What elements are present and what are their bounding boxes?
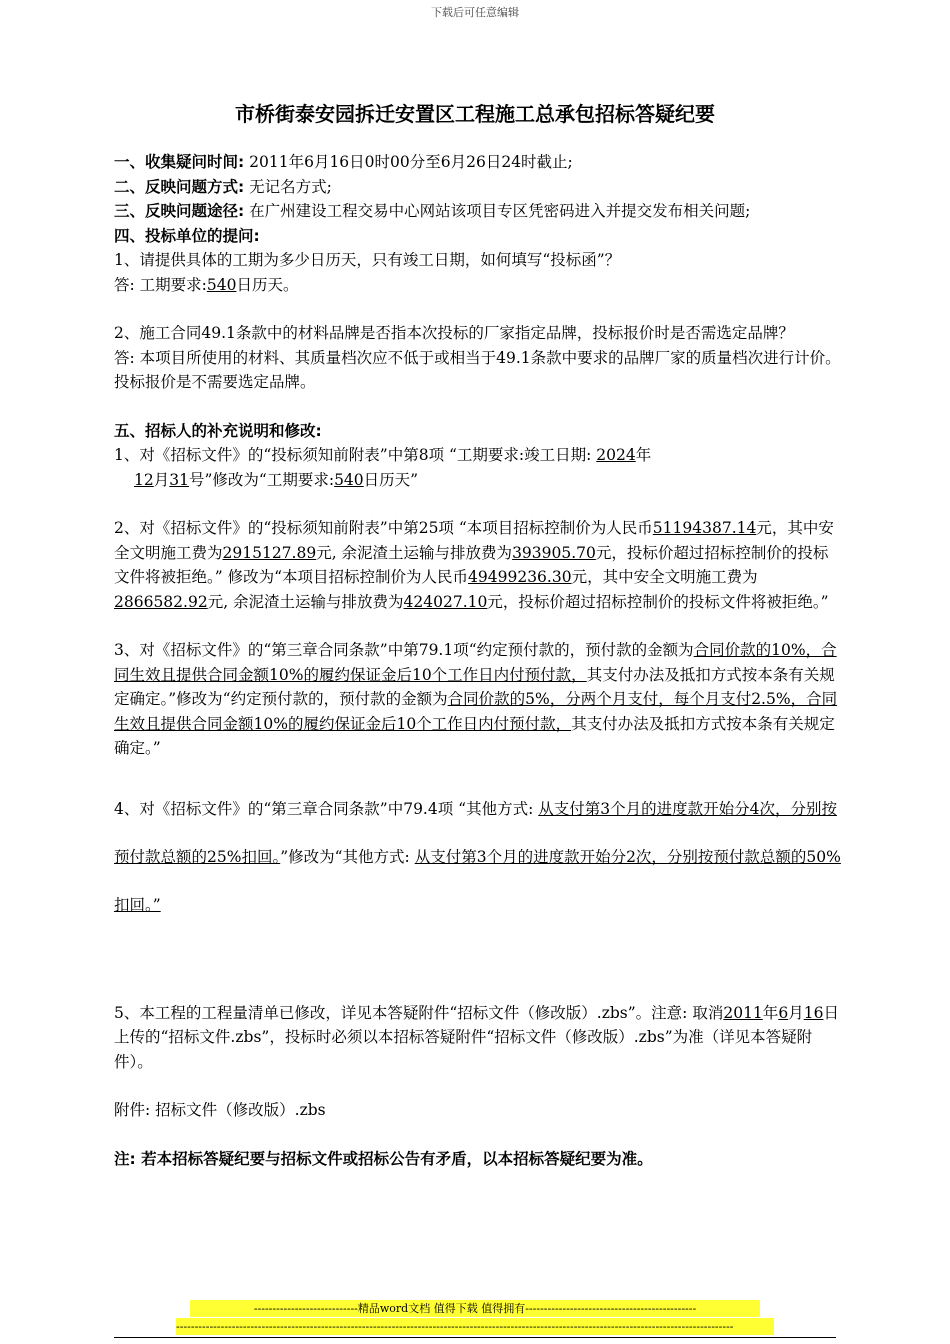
section-4-heading: 四、投标单位的提问: bbox=[114, 226, 260, 245]
m4-u2: 从支付第3个月的进度款开始分2次，分别按预付款总额的50%扣回。” bbox=[114, 847, 841, 914]
m3-t3: 其支付办法及抵扣方式按本条有关规定确定。” bbox=[114, 714, 835, 757]
section-1-label: 一、收集疑问时间: bbox=[114, 153, 245, 171]
m5-u1: 2011 bbox=[723, 1003, 763, 1022]
m1-u4: 540 bbox=[334, 470, 364, 489]
m1-t4: 号”修改为“工期要求: bbox=[188, 470, 335, 489]
question-1: 1、请提供具体的工期为多少日历天，只有竣工日期，如何填写“投标函”？ bbox=[114, 251, 621, 269]
document-title: 市桥街泰安园拆迁安置区工程施工总承包招标答疑纪要 bbox=[235, 102, 715, 126]
m1-t5: 日历天” bbox=[363, 470, 419, 489]
m5-t4: 日上传的“招标文件.zbs”，投标时必须以本招标答疑附件“招标文件（修改版）.zbs”为准（详见本答疑附件）。 bbox=[114, 1003, 839, 1071]
m5-u2: 6 bbox=[778, 1003, 789, 1022]
m1-u3: 31 bbox=[169, 470, 189, 489]
footer-rule bbox=[114, 1337, 836, 1338]
section-3-text: 在广州建设工程交易中心网站该项目专区凭密码进入并提交发布相关问题; bbox=[244, 202, 751, 220]
section-2 bbox=[114, 175, 842, 200]
m1-u2: 12 bbox=[134, 470, 154, 489]
footer-banner: ----------------------------精品word文档 值得下载 值得拥有---------------------------------------------- bbox=[190, 1300, 760, 1317]
m1-indent bbox=[114, 471, 418, 489]
m2-t1: 2、对《招标文件》的“投标须知前附表”中第25项 “本项目招标控制价为人民币 bbox=[114, 519, 653, 537]
m4-u1: 从支付第3个月的进度款开始分4次，分别按预付款总额的25%扣回。 bbox=[114, 799, 837, 866]
m2-u3: 393905.70 bbox=[512, 543, 596, 562]
footer-dashes: ------------------------------------------------------------------------------------------------------------------------------------------------------ bbox=[176, 1318, 774, 1335]
modification-1 bbox=[114, 443, 842, 492]
m3-t1: 3、对《招标文件》的“第三章合同条款”中第79.1项“约定预付款的，预付款的金额为 bbox=[114, 641, 694, 659]
m4-t1: 4、对《招标文件》的“第三章合同条款”中79.4项 “其他方式: bbox=[114, 799, 539, 818]
answer-1 bbox=[114, 273, 842, 298]
section-2-text: 无记名方式; bbox=[244, 177, 332, 196]
m3-u1: 合同价款的10%，合同生效且提供合同金额10%的履约保证金后10个工作日内付预付款， bbox=[114, 641, 837, 684]
attachment-line: 附件: 招标文件（修改版）.zbs bbox=[114, 1101, 326, 1119]
section-2-label: 二、反映问题方式: bbox=[114, 177, 245, 196]
m1-t1: 1、对《招标文件》的“投标须知前附表”中第8项 “工期要求:竣工日期: bbox=[114, 446, 597, 464]
m2-t6: 元, 余泥渣土运输与排放费为 bbox=[207, 592, 404, 611]
section-3 bbox=[114, 199, 842, 224]
answer-2: 答: 本项目所使用的材料、其质量档次应不低于或相当于49.1条款中要求的品牌厂家的质量档次进行计价。投标报价是不需要选定品牌。 bbox=[114, 348, 841, 391]
m5-u3: 16 bbox=[803, 1003, 824, 1022]
m5-t1: 5、本工程的工程量清单已修改，详见本答疑附件“招标文件（修改版）.zbs”。注意: 取消 bbox=[114, 1003, 724, 1022]
modification-3 bbox=[114, 638, 842, 761]
m2-u5: 2866582.92 bbox=[114, 592, 208, 611]
m2-t3: 元, 余泥渣土运输与排放费为 bbox=[316, 543, 513, 562]
m5-t2: 年 bbox=[762, 1003, 779, 1022]
header-note: 下载后可任意编辑 bbox=[431, 6, 519, 19]
m5-t3: 月 bbox=[788, 1003, 804, 1022]
m2-t4: 元，投标价超过招标控制价的投标文件将被拒绝。” 修改为“本项目招标控制价为人民币 bbox=[114, 543, 829, 586]
document-body bbox=[114, 150, 842, 1171]
closing-note: 注: 若本招标答疑纪要与招标文件或招标公告有矛盾，以本招标答疑纪要为准。 bbox=[114, 1149, 653, 1168]
modification-5 bbox=[114, 1001, 842, 1075]
modification-2 bbox=[114, 516, 842, 614]
m3-t2: 其支付办法及抵扣方式按本条有关规定确定。”修改为“约定预付款的，预付款的金额为 bbox=[114, 665, 835, 708]
m2-u1: 51194387.14 bbox=[652, 519, 757, 537]
modification-4 bbox=[114, 785, 842, 929]
section-5-heading: 五、招标人的补充说明和修改: bbox=[114, 421, 322, 440]
m4-t2: ”修改为“其他方式: bbox=[280, 847, 415, 866]
m2-t2: 元，其中安全文明施工费为 bbox=[114, 519, 834, 562]
m2-u6: 424027.10 bbox=[403, 592, 488, 611]
answer-1-days: 540 bbox=[206, 275, 237, 294]
m3-u2: 合同价款的5%，分两个月支付，每个月支付2.5%，合同生效且提供合同金额10%的履约保证金后10个工作日内付预付款， bbox=[114, 690, 838, 733]
section-1-text: 2011年6月16日0时00分至6月26日24时截止; bbox=[244, 153, 573, 171]
m2-u4: 49499236.30 bbox=[468, 568, 572, 586]
m2-u2: 2915127.89 bbox=[222, 543, 317, 562]
m1-t3: 月 bbox=[153, 470, 170, 489]
section-1 bbox=[114, 150, 842, 175]
answer-1-prefix: 答: 工期要求: bbox=[114, 275, 207, 294]
m1-t2: 年 bbox=[635, 446, 652, 464]
m2-t5: 元，其中安全文明施工费为 bbox=[571, 568, 758, 586]
answer-1-suffix: 日历天。 bbox=[236, 275, 299, 294]
m1-u1: 2024 bbox=[596, 446, 636, 464]
section-3-label: 三、反映问题途径: bbox=[114, 202, 245, 220]
question-2: 2、施工合同49.1条款中的材料品牌是否指本次投标的厂家指定品牌，投标报价时是否需选定品牌？ bbox=[114, 324, 794, 342]
m2-t7: 元，投标价超过招标控制价的投标文件将被拒绝。” bbox=[487, 592, 829, 611]
